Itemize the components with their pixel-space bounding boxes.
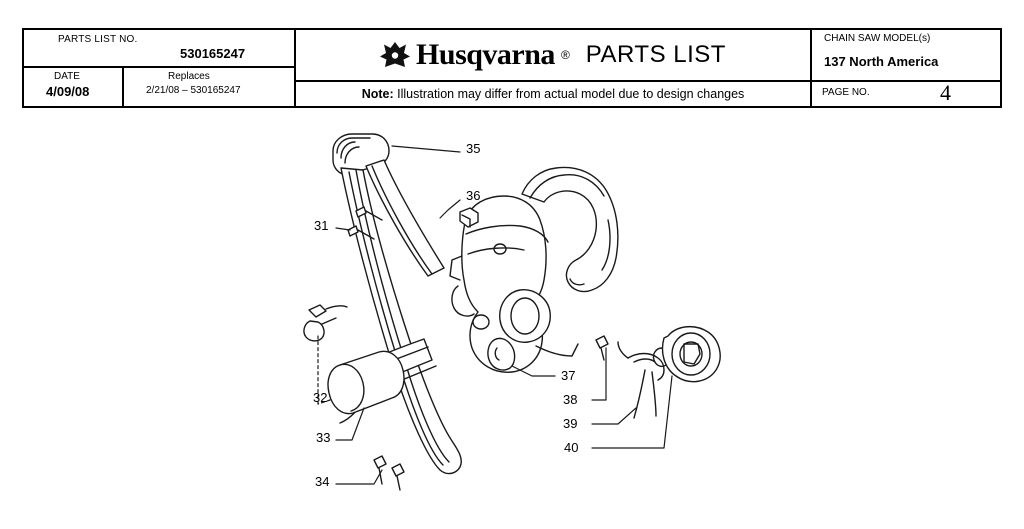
registered-mark: ® — [560, 47, 570, 62]
page-cell — [812, 79, 1000, 106]
header-middle-block — [296, 30, 812, 106]
model-label: CHAIN SAW MODEL(s) — [824, 33, 931, 44]
callout-40: 40 — [564, 440, 579, 455]
date-cell — [24, 68, 124, 106]
model-cell — [812, 30, 1000, 82]
diagram-svg — [0, 108, 1024, 524]
header-right-block — [812, 30, 1000, 106]
callout-38: 38 — [563, 392, 578, 407]
model-value: 137 North America — [824, 54, 939, 69]
note-row — [296, 82, 810, 106]
parts-list-no-cell — [24, 30, 294, 68]
parts-list-no-value: 530165247 — [180, 46, 246, 61]
callout-36: 36 — [466, 188, 481, 203]
note-label: Note: — [361, 86, 394, 101]
date-replaces-row — [24, 68, 294, 106]
replaces-cell — [124, 68, 294, 106]
header-table — [22, 28, 1002, 108]
brand-title-row — [296, 30, 810, 82]
husqvarna-crown-icon — [380, 42, 410, 68]
callout-37: 37 — [561, 368, 576, 383]
parts-list-no-label: PARTS LIST NO. — [58, 34, 138, 45]
replaces-label: Replaces — [168, 71, 210, 82]
note-text: Illustration may differ from actual model due to design changes — [397, 86, 745, 101]
callout-31: 31 — [314, 218, 329, 233]
callout-34: 34 — [315, 474, 330, 489]
callout-33: 33 — [316, 430, 331, 445]
callout-39: 39 — [563, 416, 578, 431]
brand-wordmark: Husqvarna — [416, 37, 555, 71]
replaces-value: 2/21/08 – 530165247 — [146, 85, 241, 96]
document-title: PARTS LIST — [585, 40, 726, 68]
date-value: 4/09/08 — [46, 84, 90, 99]
page-number: 4 — [940, 79, 951, 105]
page-label: PAGE NO. — [822, 86, 870, 98]
callout-32: 32 — [313, 390, 328, 405]
date-label: DATE — [54, 71, 80, 82]
exploded-parts-diagram — [0, 108, 1024, 524]
callout-35: 35 — [466, 141, 481, 156]
header-left-block — [24, 30, 296, 106]
